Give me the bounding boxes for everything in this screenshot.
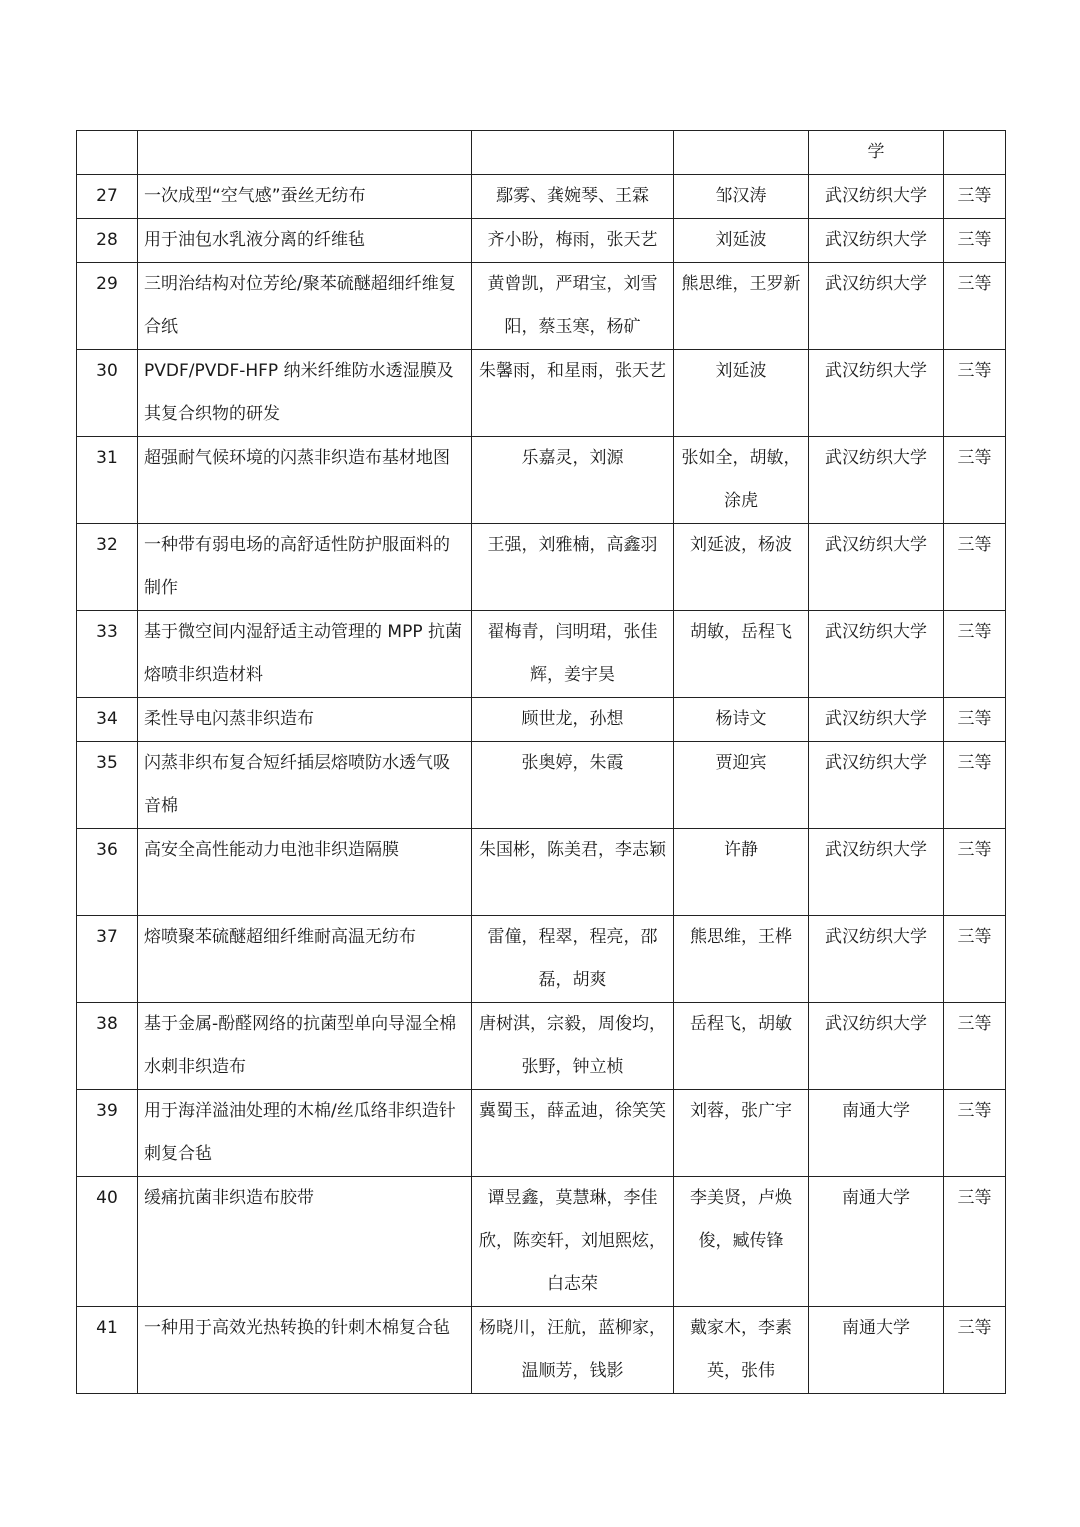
level-cell: 三等 xyxy=(944,1003,1006,1090)
school-cell: 武汉纺织大学 xyxy=(809,742,944,829)
no-cell: 41 xyxy=(77,1307,138,1394)
table-row xyxy=(77,611,1006,698)
school-cell: 武汉纺织大学 xyxy=(809,263,944,350)
school-cell: 武汉纺织大学 xyxy=(809,916,944,1003)
no-cell: 34 xyxy=(77,698,138,742)
table-row xyxy=(77,742,1006,829)
members-cell: 黄曾凯，严珺宝，刘雪阳，蔡玉寒，杨矿 xyxy=(472,263,674,350)
members-cell: 朱国彬，陈美君，李志颖 xyxy=(472,829,674,916)
level-cell: 三等 xyxy=(944,524,1006,611)
no-cell: 32 xyxy=(77,524,138,611)
title-cell: 闪蒸非织布复合短纤插层熔喷防水透气吸音棉 xyxy=(138,742,472,829)
school-cell: 学 xyxy=(809,131,944,175)
level-cell: 三等 xyxy=(944,219,1006,263)
school-cell: 武汉纺织大学 xyxy=(809,524,944,611)
members-cell xyxy=(472,131,674,175)
no-cell: 37 xyxy=(77,916,138,1003)
title-cell: 高安全高性能动力电池非织造隔膜 xyxy=(138,829,472,916)
advisor-cell: 邹汉涛 xyxy=(674,175,809,219)
title-cell: 基于金属-酚醛网络的抗菌型单向导湿全棉水刺非织造布 xyxy=(138,1003,472,1090)
members-cell: 冀蜀玉，薛孟迪，徐笑笑 xyxy=(472,1090,674,1177)
members-cell: 王强，刘雅楠，高鑫羽 xyxy=(472,524,674,611)
advisor-cell: 刘延波，杨波 xyxy=(674,524,809,611)
no-cell: 39 xyxy=(77,1090,138,1177)
table-row xyxy=(77,1090,1006,1177)
table-row xyxy=(77,524,1006,611)
members-cell: 张奥婷，朱霞 xyxy=(472,742,674,829)
members-cell: 乐嘉灵，刘源 xyxy=(472,437,674,524)
no-cell: 35 xyxy=(77,742,138,829)
table-row xyxy=(77,437,1006,524)
title-cell: 一次成型“空气感”蚕丝无纺布 xyxy=(138,175,472,219)
school-cell: 南通大学 xyxy=(809,1307,944,1394)
level-cell: 三等 xyxy=(944,611,1006,698)
title-cell: 基于微空间内湿舒适主动管理的 MPP 抗菌熔喷非织造材料 xyxy=(138,611,472,698)
table-row xyxy=(77,219,1006,263)
no-cell: 30 xyxy=(77,350,138,437)
table-row xyxy=(77,350,1006,437)
no-cell: 31 xyxy=(77,437,138,524)
table-row xyxy=(77,698,1006,742)
members-cell: 鄢雾、龚婉琴、王霖 xyxy=(472,175,674,219)
members-cell: 齐小盼，梅雨，张天艺 xyxy=(472,219,674,263)
school-cell: 武汉纺织大学 xyxy=(809,219,944,263)
level-cell: 三等 xyxy=(944,350,1006,437)
advisor-cell: 杨诗文 xyxy=(674,698,809,742)
members-cell: 杨晓川，汪航，蓝柳家，温顺芳，钱影 xyxy=(472,1307,674,1394)
title-cell: 用于海洋溢油处理的木棉/丝瓜络非织造针刺复合毡 xyxy=(138,1090,472,1177)
level-cell: 三等 xyxy=(944,742,1006,829)
school-cell: 武汉纺织大学 xyxy=(809,350,944,437)
no-cell: 28 xyxy=(77,219,138,263)
members-cell: 翟梅青，闫明珺，张佳辉，姜宇昊 xyxy=(472,611,674,698)
school-cell: 南通大学 xyxy=(809,1090,944,1177)
members-cell: 顾世龙，孙想 xyxy=(472,698,674,742)
school-cell: 武汉纺织大学 xyxy=(809,698,944,742)
level-cell: 三等 xyxy=(944,1177,1006,1307)
level-cell: 三等 xyxy=(944,1090,1006,1177)
level-cell: 三等 xyxy=(944,1307,1006,1394)
advisor-cell: 熊思维，王桦 xyxy=(674,916,809,1003)
title-cell: 缓痛抗菌非织造布胶带 xyxy=(138,1177,472,1307)
title-cell xyxy=(138,131,472,175)
level-cell: 三等 xyxy=(944,916,1006,1003)
advisor-cell: 刘蓉，张广宇 xyxy=(674,1090,809,1177)
advisor-cell: 岳程飞，胡敏 xyxy=(674,1003,809,1090)
no-cell: 40 xyxy=(77,1177,138,1307)
school-cell: 武汉纺织大学 xyxy=(809,611,944,698)
awards-table xyxy=(76,130,1006,1394)
no-cell: 36 xyxy=(77,829,138,916)
table-row xyxy=(77,916,1006,1003)
level-cell: 三等 xyxy=(944,175,1006,219)
no-cell xyxy=(77,131,138,175)
level-cell: 三等 xyxy=(944,829,1006,916)
title-cell: 三明治结构对位芳纶/聚苯硫醚超细纤维复合纸 xyxy=(138,263,472,350)
school-cell: 南通大学 xyxy=(809,1177,944,1307)
advisor-cell: 张如全，胡敏，涂虎 xyxy=(674,437,809,524)
no-cell: 29 xyxy=(77,263,138,350)
advisor-cell: 贾迎宾 xyxy=(674,742,809,829)
members-cell: 雷僮，程翠，程亮，邵磊，胡爽 xyxy=(472,916,674,1003)
advisor-cell: 戴家木，李素英，张伟 xyxy=(674,1307,809,1394)
advisor-cell: 刘延波 xyxy=(674,350,809,437)
title-cell: 熔喷聚苯硫醚超细纤维耐高温无纺布 xyxy=(138,916,472,1003)
title-cell: 用于油包水乳液分离的纤维毡 xyxy=(138,219,472,263)
advisor-cell: 刘延波 xyxy=(674,219,809,263)
advisor-cell: 许静 xyxy=(674,829,809,916)
level-cell: 三等 xyxy=(944,263,1006,350)
no-cell: 38 xyxy=(77,1003,138,1090)
level-cell xyxy=(944,131,1006,175)
table-row xyxy=(77,263,1006,350)
members-cell: 朱馨雨，和星雨，张天艺 xyxy=(472,350,674,437)
level-cell: 三等 xyxy=(944,437,1006,524)
advisor-cell xyxy=(674,131,809,175)
school-cell: 武汉纺织大学 xyxy=(809,829,944,916)
title-cell: 一种带有弱电场的高舒适性防护服面料的制作 xyxy=(138,524,472,611)
school-cell: 武汉纺织大学 xyxy=(809,175,944,219)
advisor-cell: 胡敏，岳程飞 xyxy=(674,611,809,698)
advisor-cell: 熊思维，王罗新 xyxy=(674,263,809,350)
title-cell: 超强耐气候环境的闪蒸非织造布基材地图 xyxy=(138,437,472,524)
school-cell: 武汉纺织大学 xyxy=(809,1003,944,1090)
level-cell: 三等 xyxy=(944,698,1006,742)
members-cell: 唐树淇，宗毅，周俊均，张野，钟立桢 xyxy=(472,1003,674,1090)
table-row xyxy=(77,1177,1006,1307)
members-cell: 谭昱鑫，莫慧琳，李佳欣，陈奕轩，刘旭熙炫，白志荣 xyxy=(472,1177,674,1307)
table-row xyxy=(77,1307,1006,1394)
continued-row xyxy=(77,131,1006,175)
no-cell: 33 xyxy=(77,611,138,698)
table-row xyxy=(77,1003,1006,1090)
advisor-cell: 李美贤，卢焕俊，臧传锋 xyxy=(674,1177,809,1307)
title-cell: PVDF/PVDF-HFP 纳米纤维防水透湿膜及其复合织物的研发 xyxy=(138,350,472,437)
no-cell: 27 xyxy=(77,175,138,219)
title-cell: 柔性导电闪蒸非织造布 xyxy=(138,698,472,742)
table-row xyxy=(77,829,1006,916)
title-cell: 一种用于高效光热转换的针刺木棉复合毡 xyxy=(138,1307,472,1394)
table-row xyxy=(77,175,1006,219)
school-cell: 武汉纺织大学 xyxy=(809,437,944,524)
